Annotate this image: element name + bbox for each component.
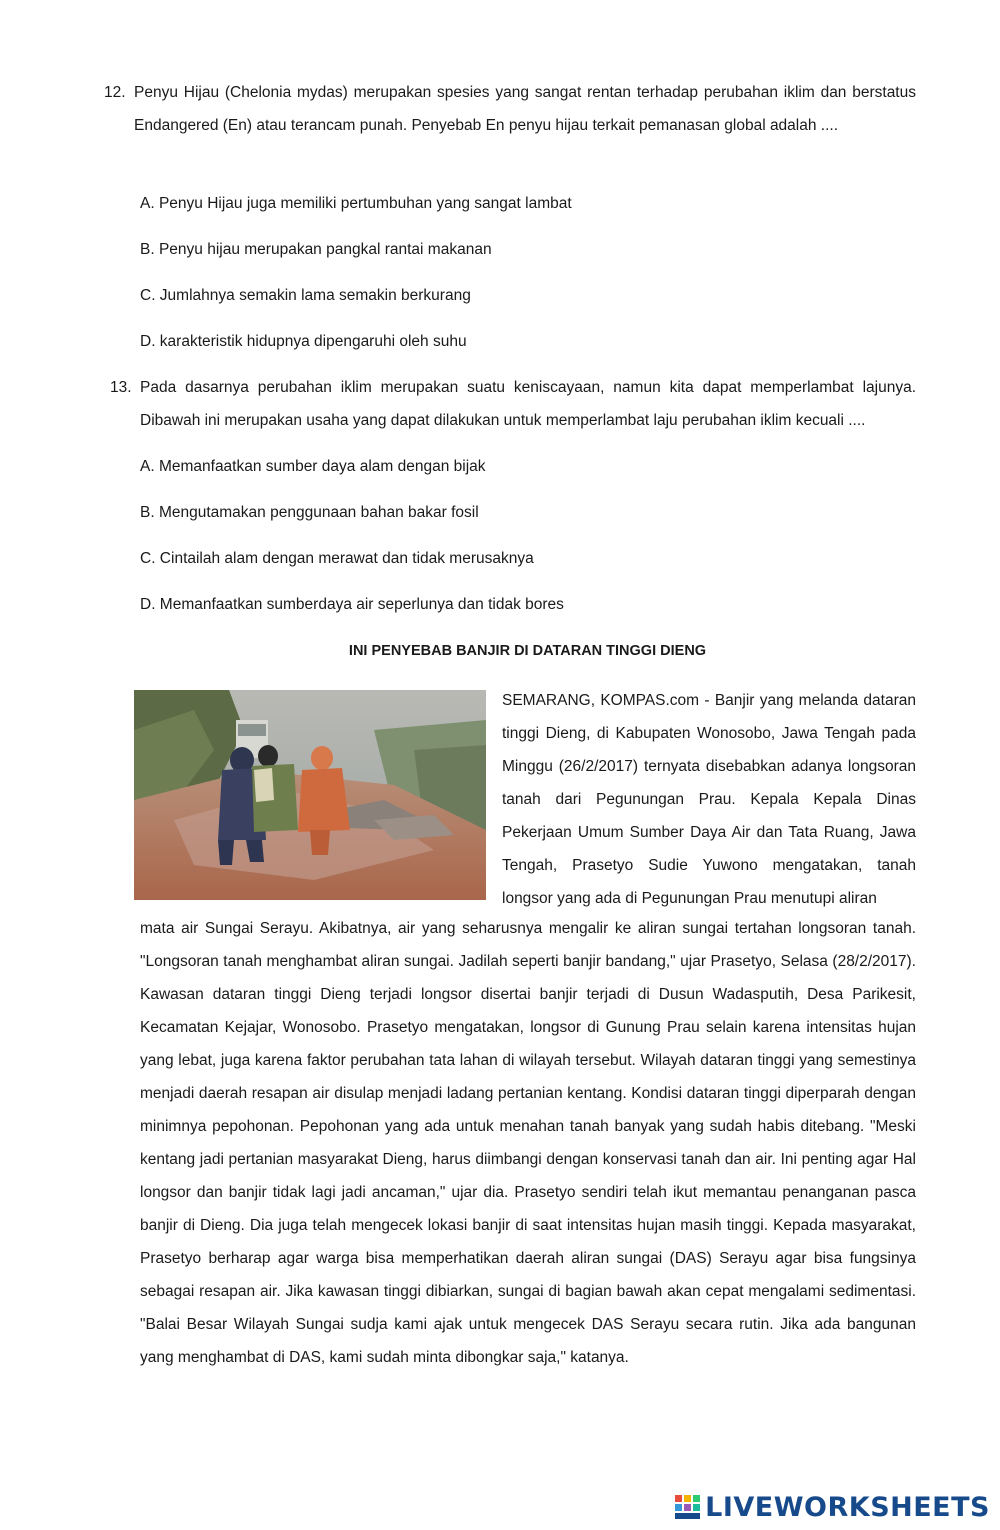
question-13-options bbox=[140, 455, 900, 639]
question-13-option-d[interactable]: D. Memanfaatkan sumberdaya air seperlunya dan tidak bores bbox=[140, 596, 564, 613]
flood-photo-illustration bbox=[134, 690, 486, 900]
liveworksheets-logo-icon bbox=[674, 1493, 702, 1521]
question-12-option-a[interactable]: A. Penyu Hijau juga memiliki pertumbuhan yang sangat lambat bbox=[140, 195, 572, 212]
liveworksheets-watermark bbox=[674, 1490, 990, 1524]
question-12-option-d[interactable]: D. karakteristik hidupnya dipengaruhi oleh suhu bbox=[140, 333, 467, 350]
question-12-option-c[interactable]: C. Jumlahnya semakin lama semakin berkurang bbox=[140, 287, 471, 304]
question-13 bbox=[110, 371, 916, 437]
question-12-number: 12. bbox=[104, 84, 126, 101]
question-12 bbox=[104, 76, 916, 142]
liveworksheets-brand-text: LIVEWORKSHEETS bbox=[705, 1491, 990, 1523]
question-13-option-a[interactable]: A. Memanfaatkan sumber daya alam dengan bijak bbox=[140, 458, 486, 475]
article-paragraph-beside-photo: SEMARANG, KOMPAS.com - Banjir yang melanda dataran tinggi Dieng, di Kabupaten Wonosobo, Jawa Tengah pada Minggu (26/2/2017) ternyata disebabkan adanya longsoran tanah dari Pegunungan Prau. Kepala Kepala Dinas Pekerjaan Umum Sumber Daya Air dan Tata Ruang, Jawa Tengah, Prasetyo Sudie Yuwono mengatakan, tanah longsor yang ada di Pegunungan Prau menutupi aliran bbox=[502, 692, 916, 907]
question-12-text: Penyu Hijau (Chelonia mydas) merupakan spesies yang sangat rentan terhadap perubahan iklim dan berstatus Endangered (En) atau terancam punah. Penyebab En penyu hijau terkait pemanasan global adalah .... bbox=[134, 84, 916, 134]
article-paragraph-below-photo: mata air Sungai Serayu. Akibatnya, air yang seharusnya mengalir ke aliran sungai tertahan longsoran tanah. "Longsoran tanah menghambat aliran sungai. Jadilah seperti banjir bandang," ujar Prasetyo, Selasa (28/2/2017). Kawasan dataran tinggi Dieng terjadi longsor disertai banjir terjadi di Dusun Wadasputih, Desa Parikesit, Kecamatan Kejajar, Wonosobo. Prasetyo mengatakan, longsor di Gunung Prau selain karena intensitas hujan yang lebat, juga karena faktor perubahan tata lahan di wilayah tersebut. Wilayah dataran tinggi yang semestinya menjadi daerah resapan air disulap menjadi ladang pertanian kentang. Kondisi dataran tinggi diperparah dengan minimnya pepohonan. Pepohonan yang ada untuk menahan tanah banyak yang sudah habis ditebang. "Meski kentang jadi pertanian masyarakat Dieng, harus diimbangi dengan konservasi tanah dan air. Ini penting agar Hal longsor dan banjir tidak lagi jadi ancaman," ujar dia. Prasetyo sendiri telah ikut memantau penanganan pasca banjir di Dieng. Dia juga telah mengecek lokasi banjir di saat intensitas hujan masih tinggi. Kepada masyarakat, Prasetyo berharap agar warga bisa memperhatikan daerah aliran sungai (DAS) Serayu agar bisa fungsinya sebagai resapan air. Jika kawasan tinggi dibiarkan, sungai di bagian bawah akan cepat mengalami sedimentasi. "Balai Besar Wilayah Sungai sudja kami ajak untuk mengecek DAS Serayu secara rutin. Jika ada bangunan yang menghambat di DAS, kami sudah minta dibongkar saja," katanya. bbox=[140, 920, 916, 1366]
article-title: INI PENYEBAB BANJIR DI DATARAN TINGGI DIENG bbox=[348, 643, 707, 659]
flood-photo bbox=[134, 690, 486, 900]
question-13-text: Pada dasarnya perubahan iklim merupakan suatu keniscayaan, namun kita dapat memperlambat lajunya. Dibawah ini merupakan usaha yang dapat dilakukan untuk memperlambat laju perubahan iklim kecuali .... bbox=[140, 379, 916, 429]
question-12-option-b[interactable]: B. Penyu hijau merupakan pangkal rantai makanan bbox=[140, 241, 492, 258]
question-12-options bbox=[140, 192, 900, 376]
question-13-number: 13. bbox=[110, 379, 132, 396]
question-13-option-b[interactable]: B. Mengutamakan penggunaan bahan bakar fosil bbox=[140, 504, 479, 521]
question-13-option-c[interactable]: C. Cintailah alam dengan merawat dan tidak merusaknya bbox=[140, 550, 534, 567]
